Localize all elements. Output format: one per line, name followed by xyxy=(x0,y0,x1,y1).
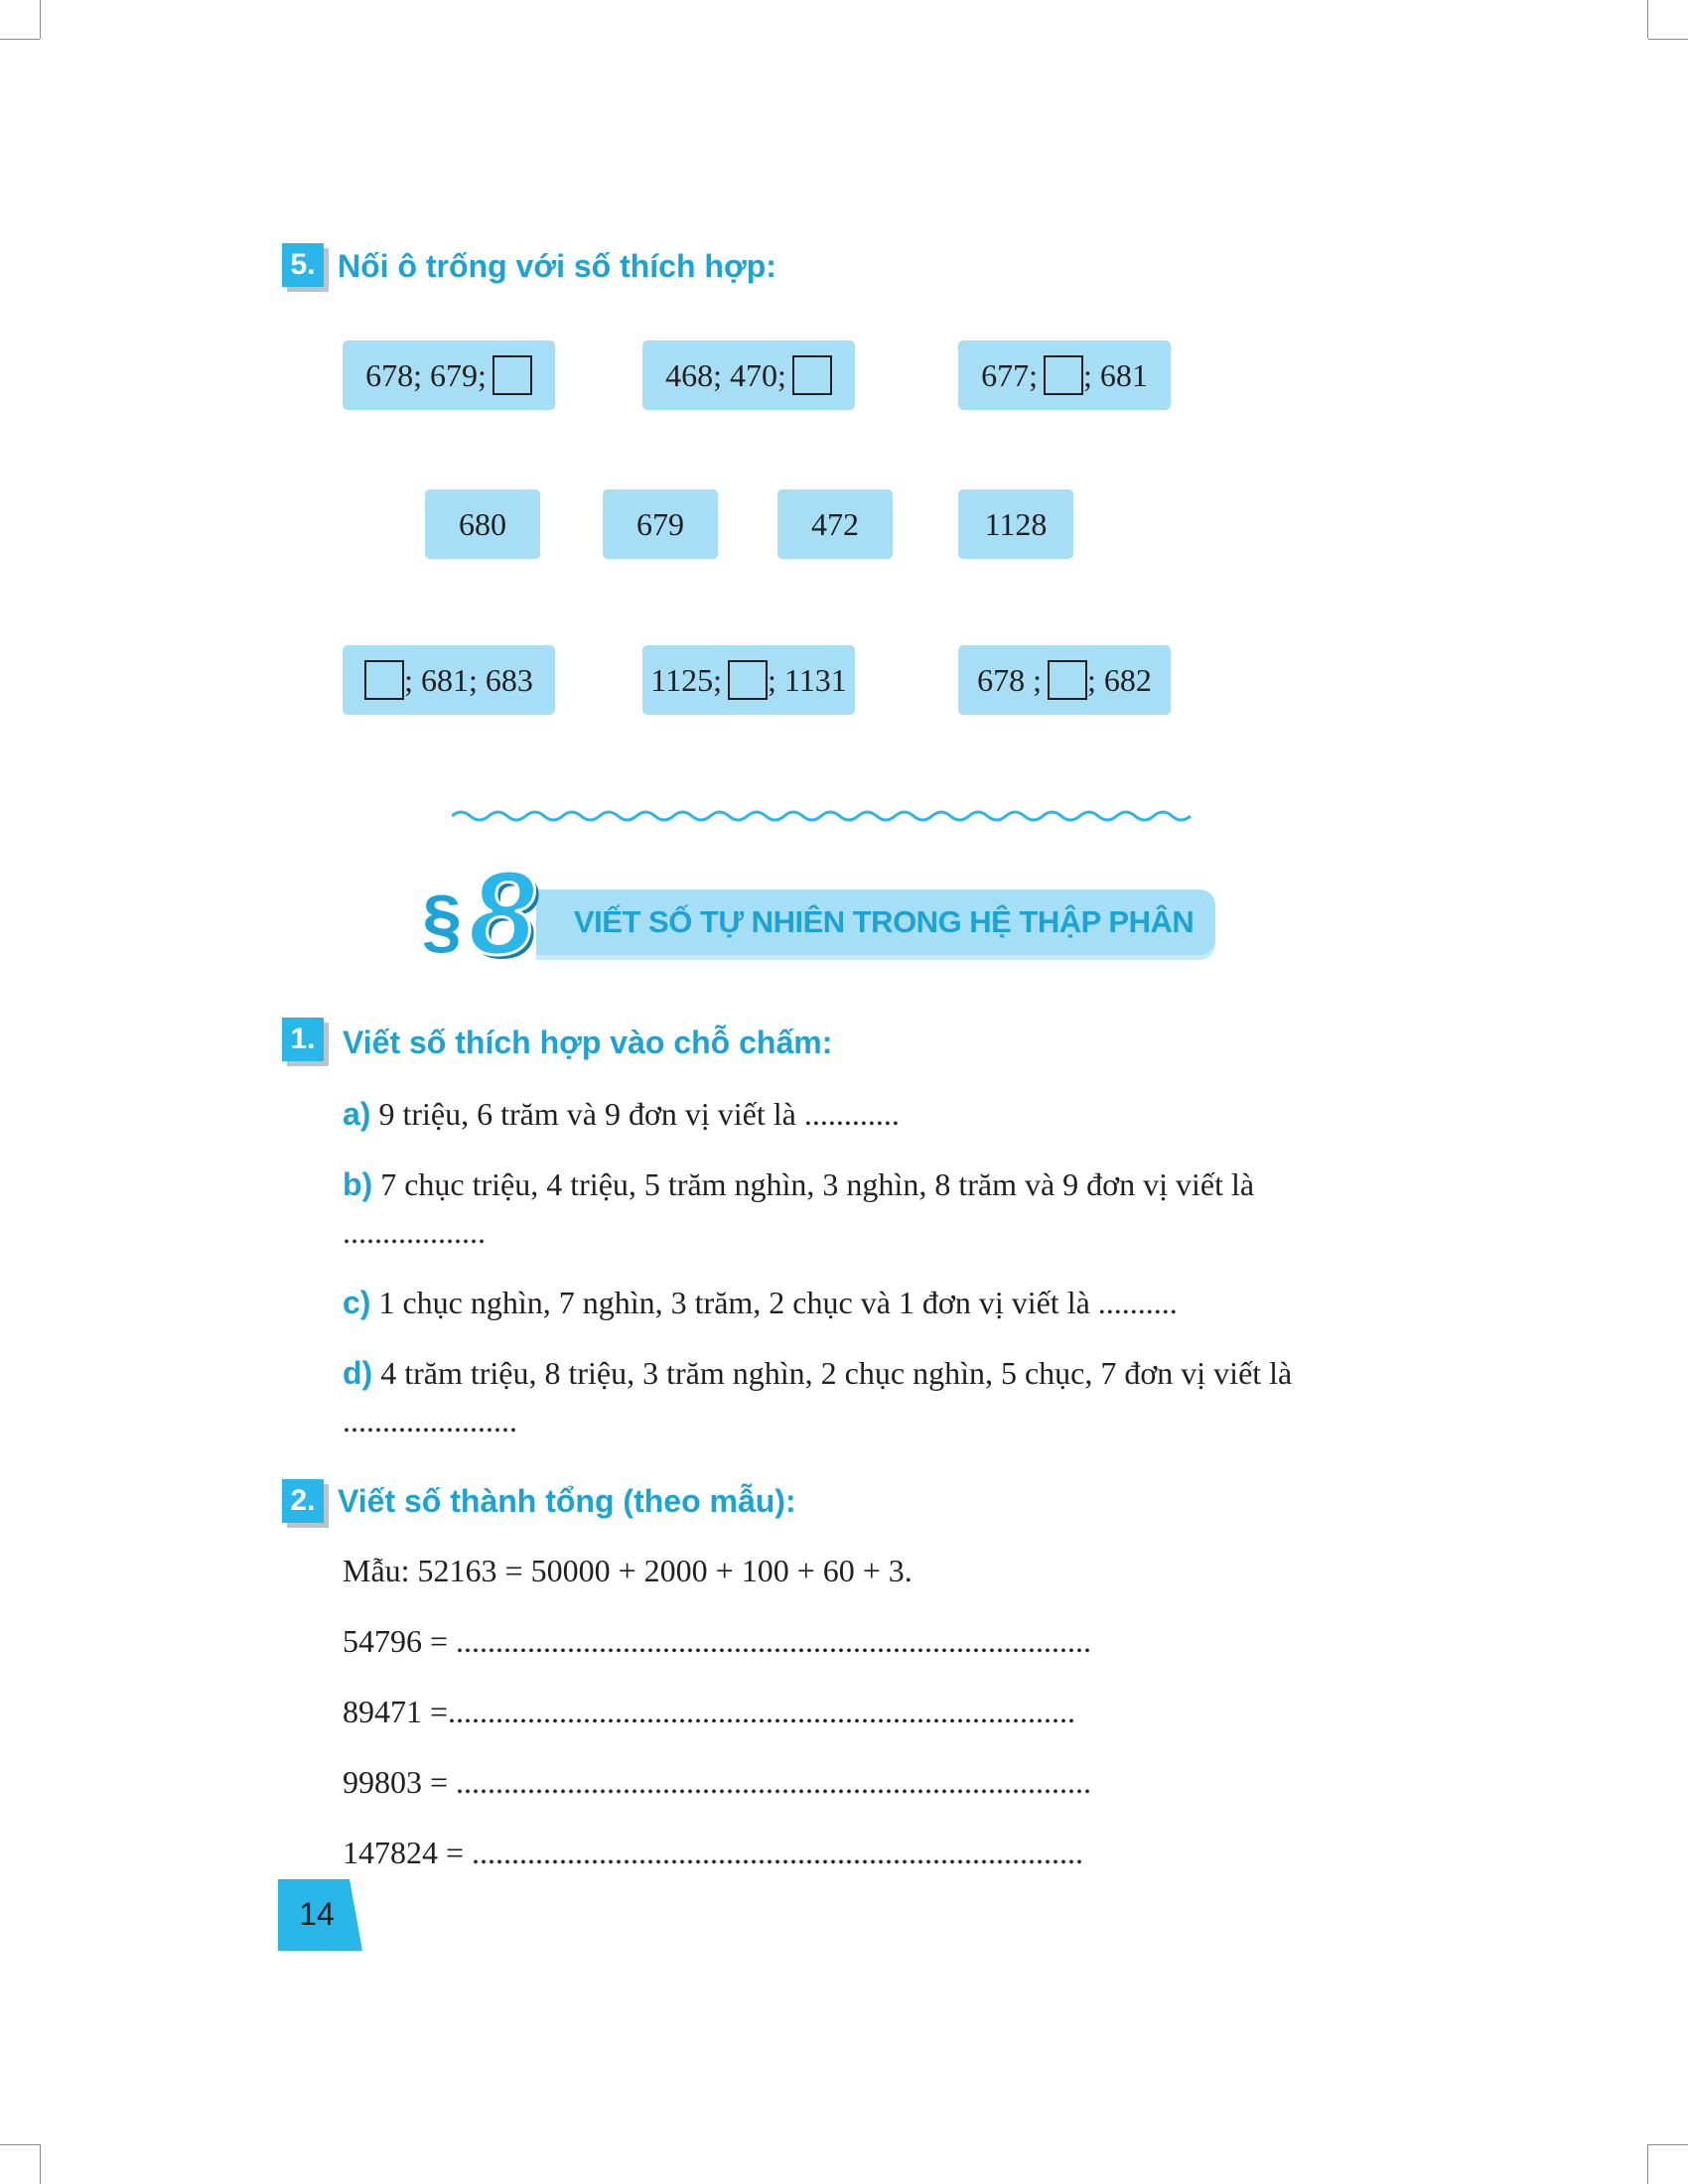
sequence-text: 677; xyxy=(981,356,1038,393)
item-label: b) xyxy=(343,1166,373,1202)
crop-mark xyxy=(1647,2144,1648,2184)
exercise-1-number: 1. xyxy=(282,1018,324,1061)
exercise-1-item-a xyxy=(343,1094,900,1134)
exercise-1-title: Viết số thích hợp vào chỗ chấm: xyxy=(343,1024,833,1060)
exercise-1-item-d xyxy=(343,1353,1292,1393)
answer-blank[interactable] xyxy=(792,355,832,395)
exercise-2-line[interactable]: 99803 = ................................................................................ xyxy=(343,1764,1092,1800)
item-label: c) xyxy=(343,1285,371,1320)
exercise-2-line[interactable]: 147824 = ............................................................................. xyxy=(343,1835,1084,1870)
item-text: 4 trăm triệu, 8 triệu, 3 trăm nghìn, 2 chục nghìn, 5 chục, 7 đơn vị viết là xyxy=(380,1355,1293,1391)
exercise-1-item-d-answer[interactable]: ...................... xyxy=(343,1403,517,1438)
answer-blank[interactable] xyxy=(492,355,532,395)
answer-blank[interactable] xyxy=(728,660,768,700)
sequence-box-bottom-2 xyxy=(642,645,855,715)
exercise-5-number: 5. xyxy=(282,243,324,287)
exercise-2-title: Viết số thành tổng (theo mẫu): xyxy=(338,1483,796,1519)
item-label: a) xyxy=(343,1096,371,1132)
crop-mark xyxy=(1647,0,1648,39)
answer-blank[interactable] xyxy=(1048,660,1087,700)
sequence-text: ; 682 xyxy=(1087,661,1152,698)
crop-mark xyxy=(0,39,40,40)
sequence-text: ; 681; 683 xyxy=(404,661,533,698)
exercise-1-item-b-answer[interactable]: .................. xyxy=(343,1214,486,1250)
answer-blank[interactable] xyxy=(364,660,404,700)
page-number: 14 xyxy=(299,1896,335,1932)
wavy-divider xyxy=(452,806,1192,826)
item-text: 7 chục triệu, 4 triệu, 5 trăm nghìn, 3 nghìn, 8 trăm và 9 đơn vị viết là xyxy=(380,1166,1255,1202)
exercise-5-title: Nối ô trống với số thích hợp: xyxy=(338,248,776,284)
exercise-1-item-b xyxy=(343,1164,1254,1204)
sequence-text: 678 ; xyxy=(977,661,1042,698)
crop-mark xyxy=(1648,2144,1688,2145)
sequence-box-bottom-1 xyxy=(343,645,555,715)
item-text: 1 chục nghìn, 7 nghìn, 3 trăm, 2 chục và 1 đơn vị viết là .......... xyxy=(378,1285,1178,1320)
sequence-text: 468; 470; xyxy=(665,356,786,393)
crop-mark xyxy=(40,2144,41,2184)
number-option[interactable]: 680 xyxy=(425,489,540,559)
item-label: d) xyxy=(343,1355,373,1391)
exercise-1-item-c xyxy=(343,1283,1178,1322)
sequence-box-top-3 xyxy=(958,341,1171,410)
section-symbol: § xyxy=(422,882,463,961)
sequence-text: ; 681 xyxy=(1083,356,1148,393)
sequence-box-top-1 xyxy=(343,341,555,410)
exercise-2-example: Mẫu: 52163 = 50000 + 2000 + 100 + 60 + 3. xyxy=(343,1553,913,1588)
answer-blank[interactable] xyxy=(1044,355,1083,395)
exercise-2-line[interactable]: 54796 = ................................................................................ xyxy=(343,1623,1092,1659)
sequence-text: ; 1131 xyxy=(768,661,847,698)
sequence-text: 678; 679; xyxy=(365,356,487,393)
sequence-box-top-2 xyxy=(642,341,855,410)
number-option[interactable]: 679 xyxy=(603,489,718,559)
exercise-2-number: 2. xyxy=(282,1479,324,1523)
sequence-box-bottom-3 xyxy=(958,645,1171,715)
section-title: VIẾT SỐ TỰ NHIÊN TRONG HỆ THẬP PHÂN xyxy=(574,904,1195,939)
exercise-2-line[interactable]: 89471 =............................................................................... xyxy=(343,1694,1076,1729)
crop-mark xyxy=(1648,39,1688,40)
sequence-text: 1125; xyxy=(650,661,722,698)
number-option[interactable]: 472 xyxy=(777,489,893,559)
crop-mark xyxy=(40,0,41,39)
item-text: 9 triệu, 6 trăm và 9 đơn vị viết là ............ xyxy=(378,1096,900,1132)
section-number: 8 xyxy=(469,847,535,980)
number-option[interactable]: 1128 xyxy=(958,489,1073,559)
crop-mark xyxy=(0,2144,40,2145)
